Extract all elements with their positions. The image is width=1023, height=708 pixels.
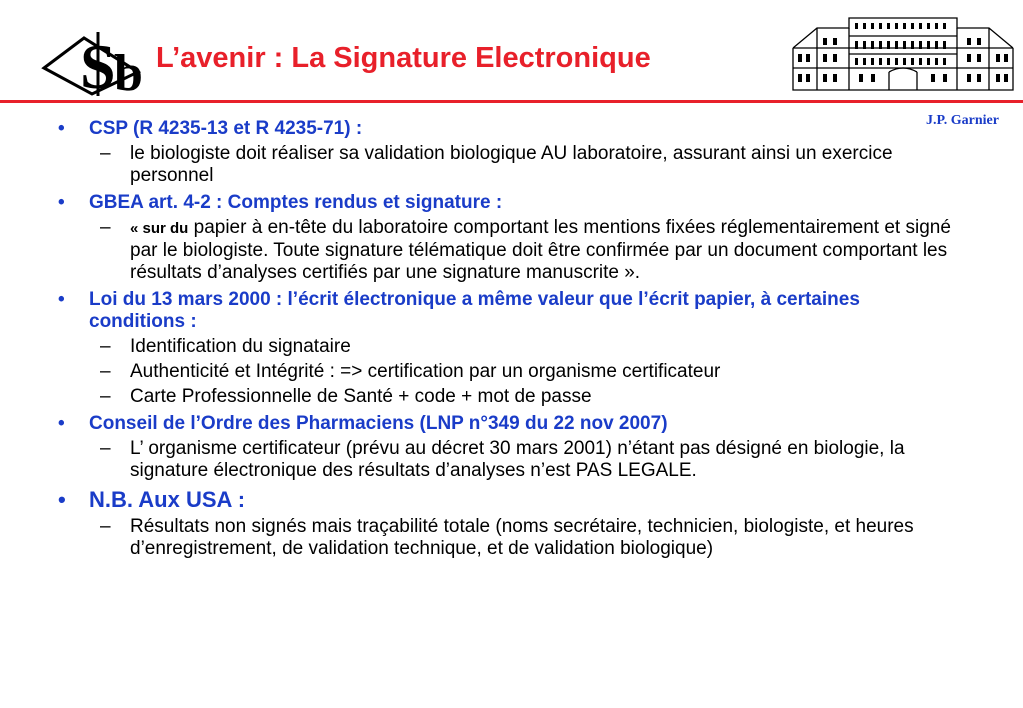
sub-bullet (100, 217, 956, 284)
dash-marker: – (100, 217, 111, 238)
bullet-usa (56, 487, 956, 513)
bullet-heading: N.B. Aux USA : (89, 487, 246, 512)
bullet-heading: CSP (R 4235-13 et R 4235-71) : (89, 118, 363, 139)
society-logo-icon (40, 28, 166, 100)
bullet-csp (56, 118, 956, 140)
dash-marker: – (100, 516, 111, 537)
sub-bullet-text: papier à en-tête du laboratoire comportant les mentions fixées réglementairement et signé par le biologiste. Toute signature télématique doit être confirmée par un document comportant les résultats d’analyses certifiés par une signature manuscrite ». (130, 217, 951, 283)
dash-marker: – (100, 438, 111, 459)
sub-bullet (100, 438, 956, 482)
bullet-heading: Loi du 13 mars 2000 : l’écrit électronique a même valeur que l’écrit papier, à certaines conditions : (89, 289, 860, 332)
sub-bullet-text: Authenticité et Intégrité : => certification par un organisme certificateur (130, 361, 721, 382)
slide-title: L’avenir : La Signature Electronique (156, 42, 651, 74)
sub-bullet (100, 516, 956, 560)
sub-bullet (100, 361, 956, 383)
svg-text:b: b (114, 45, 143, 100)
building-illustration-icon (789, 14, 1017, 92)
sub-bullet-text: Résultats non signés mais traçabilité totale (noms secrétaire, technicien, biologiste, et heures d’enregistrement, de validation technique, et de validation biologique) (130, 516, 914, 559)
sub-bullet-text: L’ organisme certificateur (prévu au décret 30 mars 2001) n’étant pas désigné en biologie, la signature électronique des résultats d’analyses n’est PAS LEGALE. (130, 438, 905, 481)
sub-bullet-text: le biologiste doit réaliser sa validation biologique AU laboratoire, assurant ainsi un exercice personnel (130, 143, 893, 186)
bullet-gbea (56, 192, 956, 214)
sub-bullet (100, 143, 956, 187)
dash-marker: – (100, 336, 111, 357)
dash-marker: – (100, 143, 111, 164)
bullet-heading: Conseil de l’Ordre des Pharmaciens (LNP n°349 du 22 nov 2007) (89, 413, 668, 434)
bullet-ordre-pharmaciens (56, 413, 956, 435)
sub-bullet-text: Identification du signataire (130, 336, 351, 357)
title-underline (0, 100, 1023, 103)
bullet-loi-2000 (56, 289, 956, 333)
bullet-heading: GBEA art. 4-2 : Comptes rendus et signature : (89, 192, 503, 213)
sub-bullet-text: Carte Professionnelle de Santé + code + mot de passe (130, 386, 592, 407)
quote-lead: « sur du (130, 220, 189, 237)
dash-marker: – (100, 386, 111, 407)
slide-body (56, 118, 956, 560)
author-name: J.P. Garnier (926, 113, 999, 128)
sub-bullet (100, 386, 956, 408)
svg-text:S: S (80, 31, 116, 100)
sub-bullet (100, 336, 956, 358)
dash-marker: – (100, 361, 111, 382)
